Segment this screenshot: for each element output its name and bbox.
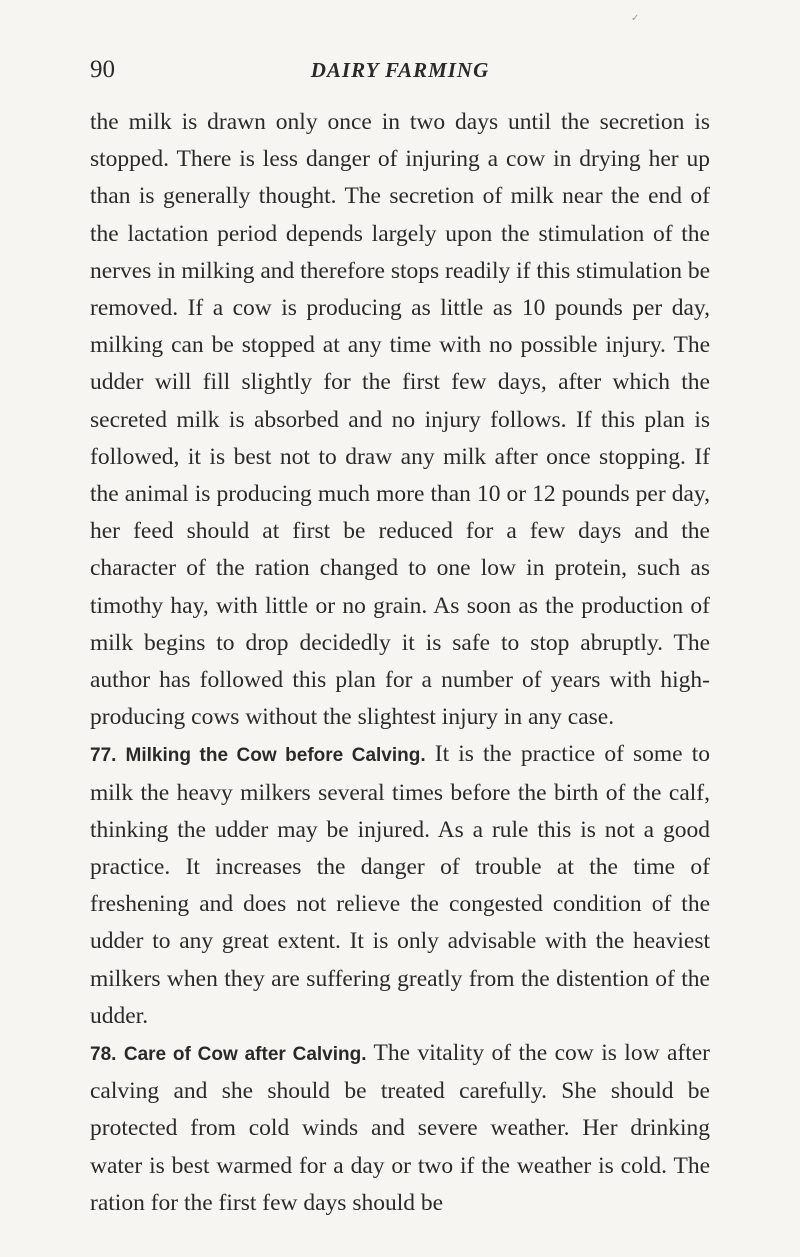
paragraph-section-77 xyxy=(90,736,710,1035)
section-number: 78. xyxy=(90,1044,117,1066)
page-number: 90 xyxy=(90,56,115,83)
stray-mark-icon: ✓ xyxy=(631,13,640,24)
section-text: The vitality of the cow is low after calving and she should be treated carefully. She should be protected from cold winds and severe weather. Her drinking water is best warmed for a day or two if the weather is cold. The ration for the first few days should be xyxy=(90,1040,710,1216)
body-text xyxy=(90,104,710,1222)
paragraph-section-78 xyxy=(90,1035,710,1222)
running-title: DAIRY FARMING xyxy=(310,58,490,82)
section-text: It is the practice of some to milk the heavy milkers several times before the birth of the calf, thinking the udder may be injured. As a rule this is not a good practice. It increases the danger of trouble at the time of freshening and does not relieve the congested condition of the udder to any great extent. It is only advisable with the heaviest milkers when they are suffering greatly from the distention of the udder. xyxy=(90,741,711,1029)
section-title: Care of Cow after Calving. xyxy=(123,1044,367,1066)
section-number: 77. xyxy=(90,745,117,767)
running-head xyxy=(90,56,710,88)
section-title: Milking the Cow before Calving. xyxy=(125,745,426,767)
paragraph-continuation: the milk is drawn only once in two days until the secretion is stopped. There is less danger of injuring a cow in drying her up than is generally thought. The secretion of milk near the end of the lactation period depends largely upon the stimulation of the nerves in milking and therefore stops readily if this stimulation be removed. If a cow is producing as little as 10 pounds per day, milking can be stopped at any time with no possible injury. The udder will fill slightly for the first few days, after which the secreted milk is absorbed and no injury follows. If this plan is followed, it is best not to draw any milk after once stopping. If the animal is producing much more than 10 or 12 pounds per day, her feed should at first be reduced for a few days and the character of the ration changed to one low in protein, such as timothy hay, with little or no grain. As soon as the production of milk begins to drop decidedly it is safe to stop abruptly. The author has followed this plan for a number of years with high-producing cows without the slightest injury in any case. xyxy=(90,109,711,731)
